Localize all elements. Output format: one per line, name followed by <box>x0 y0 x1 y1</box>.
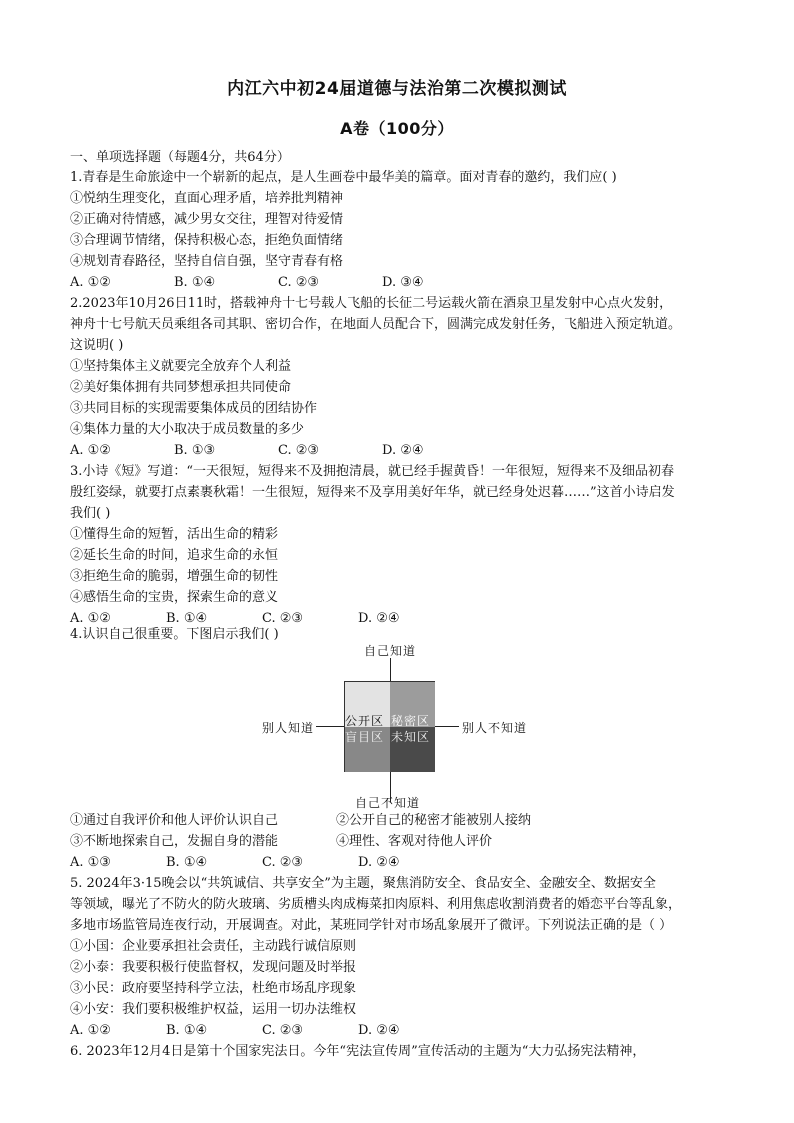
option-b: B. ①③ <box>174 443 216 458</box>
diagram-top-label: 自己知道 <box>364 644 417 658</box>
johari-window-diagram <box>240 642 560 812</box>
question-4-choices-row-1 <box>70 811 602 831</box>
question-3-stem-line-2: 殷红姿绿，就要打点素裹秋霜！一生很短，短得来不及享用美好年华，就已经身处迟暮……”这首小诗启发 <box>70 485 675 500</box>
paper-section-title: A卷（100分） <box>340 119 454 138</box>
quadrant-hidden-label: 秘密区 <box>391 714 431 728</box>
option-d: D. ②④ <box>358 611 400 626</box>
question-5-options <box>70 1021 400 1041</box>
option-d: D. ②④ <box>382 443 424 458</box>
question-3-choice-4: ④感悟生命的宝贵，探索生命的意义 <box>70 590 279 605</box>
option-a: A. ①② <box>70 611 111 626</box>
question-3-choice-3: ③拒绝生命的脆弱，增强生命的韧性 <box>70 569 279 584</box>
question-5-stem-line-2: 等领域，曝光了不防火的防火玻璃、劣质槽头肉成梅菜扣肉原料、利用焦虑收割消费者的婚恋平台等乱象， <box>70 897 682 912</box>
question-2-choice-2: ②美好集体拥有共同梦想承担共同使命 <box>70 380 292 395</box>
quadrant-unknown-label: 未知区 <box>391 730 431 744</box>
diagram-quadrant-box <box>344 681 435 772</box>
option-b: B. ①④ <box>166 611 208 626</box>
question-1-choice-4: ④规划青春路径，坚持自信自强，坚守青春有格 <box>70 254 344 269</box>
question-3-choice-2: ②延长生命的时间，追求生命的永恒 <box>70 548 279 563</box>
option-b: B. ①④ <box>174 275 216 290</box>
question-4-stem: 4.认识自己很重要。下图启示我们( ) <box>70 627 279 642</box>
question-4-options <box>70 853 400 873</box>
question-1-choice-3: ③合理调节情绪，保持积极心态，拒绝负面情绪 <box>70 233 344 248</box>
question-4-choice-2: ②公开自己的秘密才能被别人接纳 <box>336 813 532 828</box>
diagram-left-label: 别人知道 <box>262 721 315 735</box>
question-2-options <box>70 441 424 461</box>
question-2-stem-line-3: 这说明( ) <box>70 338 124 353</box>
option-b: B. ①④ <box>166 855 208 870</box>
question-4-choice-1: ①通过自我评价和他人评价认识自己 <box>70 813 279 828</box>
diagram-horizontal-axis-left <box>316 726 344 727</box>
question-5-choice-4: ④小安：我们要积极维护权益，运用一切办法维权 <box>70 1002 357 1017</box>
question-2-choice-4: ④集体力量的大小取决于成员数量的多少 <box>70 422 305 437</box>
option-d: D. ③④ <box>382 275 424 290</box>
question-4-choice-3: ③不断地探索自己，发掘自身的潜能 <box>70 834 279 849</box>
question-1-choice-2: ②正确对待情感，减少男女交往，理智对待爱情 <box>70 212 344 227</box>
question-4-choices-row-2 <box>70 832 602 852</box>
diagram-horizontal-axis-right <box>435 726 459 727</box>
question-3-stem-line-3: 我们( ) <box>70 506 111 521</box>
question-3-choice-1: ①懂得生命的短暂，活出生命的精彩 <box>70 527 279 542</box>
question-5-choice-2: ②小泰：我要积极行使监督权，发现问题及时举报 <box>70 960 357 975</box>
option-d: D. ②④ <box>358 1023 400 1038</box>
option-a: A. ①③ <box>70 855 111 870</box>
quadrant-open-label: 公开区 <box>345 714 385 728</box>
option-c: C. ②③ <box>278 443 320 458</box>
option-d: D. ②④ <box>358 855 400 870</box>
option-c: C. ②③ <box>262 611 304 626</box>
question-1-choice-1: ①悦纳生理变化，直面心理矛盾，培养批判精神 <box>70 191 344 206</box>
quadrant-blind-label: 盲目区 <box>345 730 385 744</box>
option-a: A. ①② <box>70 1023 111 1038</box>
option-c: C. ②③ <box>278 275 320 290</box>
question-5-stem-line-1: 5. 2024年3·15晚会以“共筑诚信、共享安全”为主题，聚焦消防安全、食品安全、金融安全、数据安全 <box>70 876 656 891</box>
question-3-stem-line-1: 3.小诗《短》写道：“一天很短，短得来不及拥抱清晨，就已经手握黄昏！一年很短，短得来不及细品初春 <box>70 464 675 479</box>
option-c: C. ②③ <box>262 855 304 870</box>
option-c: C. ②③ <box>262 1023 304 1038</box>
option-a: A. ①② <box>70 275 111 290</box>
question-4-choice-4: ④理性、客观对待他人评价 <box>336 834 493 849</box>
question-1-stem: 1.青春是生命旅途中一个崭新的起点，是人生画卷中最华美的篇章。面对青春的邀约，我们应( ) <box>70 170 617 185</box>
question-1-options <box>70 273 424 293</box>
question-5-choice-1: ①小国：企业要承担社会责任，主动践行诚信原则 <box>70 939 357 954</box>
diagram-bottom-label: 自己不知道 <box>355 796 421 810</box>
option-b: B. ①④ <box>166 1023 208 1038</box>
section-heading: 一、单项选择题（每题4分，共64分） <box>70 150 290 165</box>
question-2-stem-line-2: 神舟十七号航天员乘组各司其职、密切合作，在地面人员配合下，圆满完成发射任务，飞船进入预定轨道。 <box>70 317 682 332</box>
question-2-choice-3: ③共同目标的实现需要集体成员的团结协作 <box>70 401 318 416</box>
question-2-choice-1: ①坚持集体主义就要完全放弃个人利益 <box>70 359 292 374</box>
diagram-right-label: 别人不知道 <box>462 721 528 735</box>
question-6-stem-line-1: 6. 2023年12月4日是第十个国家宪法日。今年“宪法宣传周”宣传活动的主题为“大力弘扬宪法精神， <box>70 1044 646 1059</box>
question-5-choice-3: ③小民：政府要坚持科学立法，杜绝市场乱序现象 <box>70 981 357 996</box>
question-5-stem-line-3: 多地市场监管局连夜行动，开展调查。对此，某班同学针对市场乱象展开了微评。下列说法正确的是（ ） <box>70 918 673 933</box>
option-a: A. ①② <box>70 443 111 458</box>
exam-title: 内江六中初24届道德与法治第二次模拟测试 <box>227 79 567 99</box>
question-2-stem-line-1: 2.2023年10月26日11时，搭载神舟十七号载人飞船的长征二号运载火箭在酒泉卫星发射中心点火发射， <box>70 296 673 311</box>
